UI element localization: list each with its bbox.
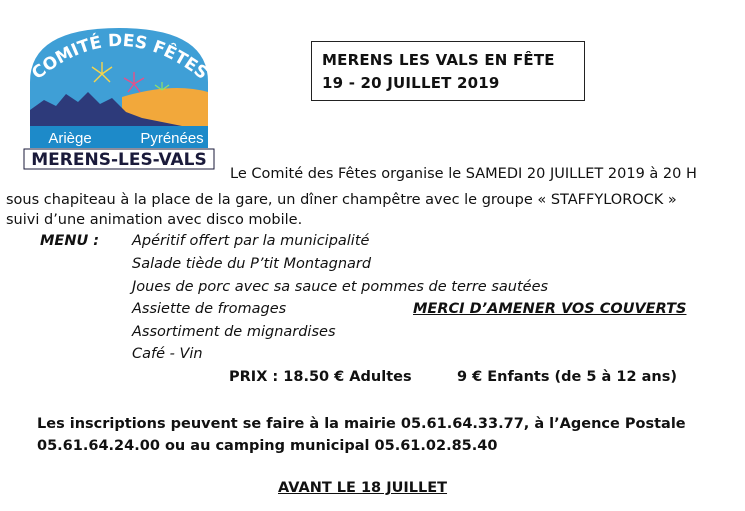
logo-town-name: MERENS-LES-VALS: [31, 150, 207, 170]
menu-item: Joues de porc avec sa sauce et pommes de terre sautées: [132, 279, 549, 295]
intro-paragraph: [6, 190, 677, 230]
logo-region-left: Ariège: [48, 130, 92, 147]
menu-item: Assortiment de mignardises: [132, 324, 336, 340]
event-title: MERENS LES VALS EN FÊTE: [322, 51, 555, 69]
logo-graphic: [22, 22, 217, 170]
event-title-box: [311, 41, 585, 101]
menu-item: Salade tiède du P’tit Montagnard: [132, 256, 372, 272]
price-adults: PRIX : 18.50 € Adultes: [229, 369, 412, 385]
registration-line-2: 05.61.64.24.00 ou au camping municipal 05.61.02.85.40: [37, 438, 498, 454]
menu-item: Assiette de fromages: [132, 301, 287, 317]
event-dates: 19 - 20 JUILLET 2019: [322, 74, 500, 92]
intro-line-1: Le Comité des Fêtes organise le SAMEDI 20 JUILLET 2019 à 20 H: [230, 166, 697, 182]
menu-item: Café - Vin: [132, 346, 203, 362]
menu-label: MENU :: [40, 233, 100, 249]
comite-des-fetes-logo: [22, 22, 217, 170]
menu-item: Apéritif offert par la municipalité: [132, 233, 370, 249]
bring-cutlery-notice: MERCI D’AMENER VOS COUVERTS: [413, 301, 687, 317]
registration-deadline: AVANT LE 18 JUILLET: [278, 480, 448, 496]
price-children: 9 € Enfants (de 5 à 12 ans): [457, 369, 677, 385]
registration-line-1: Les inscriptions peuvent se faire à la mairie 05.61.64.33.77, à l’Agence Postale: [37, 416, 686, 432]
logo-title: COMITÉ DES FÊTES: [28, 30, 212, 84]
registration-info: [37, 413, 686, 457]
logo-region-right: Pyrénées: [140, 130, 204, 147]
intro-line-2: sous chapiteau à la place de la gare, un dîner champêtre avec le groupe « STAFFYLOROCK »: [6, 192, 677, 208]
intro-line-3: suivi d’une animation avec disco mobile.: [6, 212, 303, 228]
